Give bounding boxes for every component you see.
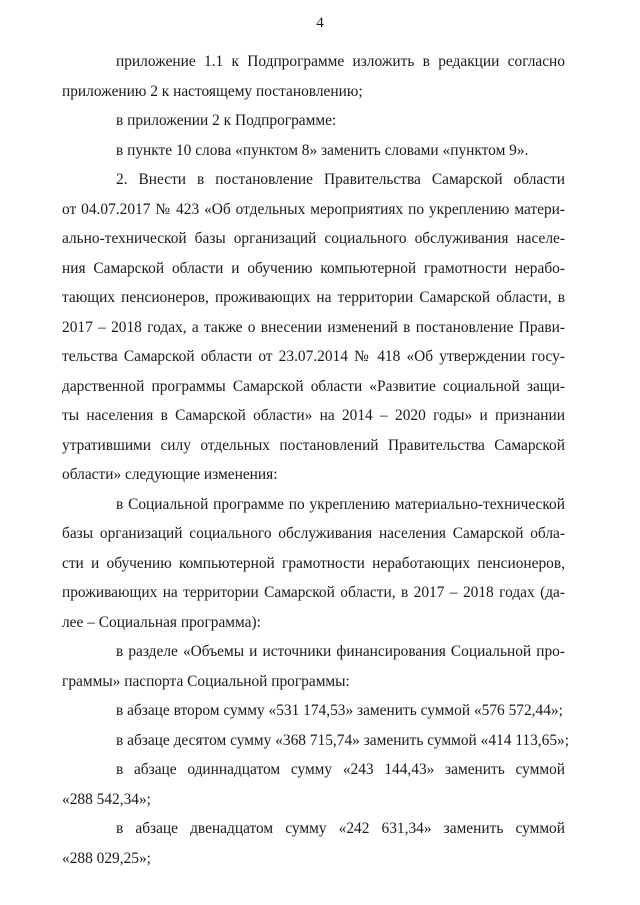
text-line: проживающих на территории Самарской области, в 2017 – 2018 годах (да-: [62, 584, 565, 601]
text-line: «288 542,34»;: [62, 790, 151, 808]
paragraph: [62, 755, 565, 814]
text-line: «288 029,25»;: [62, 849, 151, 867]
text-line: ты населения в Самарской области» на 2014 – 2020 годы» и признании: [62, 407, 565, 424]
paragraph: [62, 490, 565, 638]
text-line: 2. Внести в постановление Правительства Самарской области: [116, 171, 565, 188]
paragraph: [62, 637, 565, 696]
text-line: утратившими силу отдельных постановлений Правительства Самарской: [62, 436, 565, 454]
text-line: от 04.07.2017 № 423 «Об отдельных мероприятиях по укреплению матери-: [62, 200, 565, 218]
text-line: в приложении 2 к Подпрограмме:: [116, 112, 337, 129]
paragraph: [62, 106, 565, 136]
text-line: ально-технической базы организаций социального обслуживания населе-: [62, 230, 565, 247]
text-line: приложение 1.1 к Подпрограмме изложить в редакции согласно: [116, 53, 565, 70]
text-line: в абзаце втором сумму «531 174,53» заменить суммой «576 572,44»;: [116, 702, 563, 719]
text-line: 2017 – 2018 годах, а также о внесении изменений в постановление Прави-: [62, 318, 565, 336]
text-line: области» следующие изменения:: [62, 466, 278, 483]
paragraph: [62, 136, 565, 166]
paragraph: [62, 47, 565, 106]
text-line: в разделе «Объемы и источники финансирования Социальной про-: [116, 643, 565, 660]
text-line: лее – Социальная программа):: [62, 613, 261, 631]
text-line: дарственной программы Самарской области «Развитие социальной защи-: [62, 377, 565, 395]
text-line: приложению 2 к настоящему постановлению;: [62, 82, 363, 100]
text-line: тельства Самарской области от 23.07.2014 № 418 «Об утверждении госу-: [62, 348, 565, 365]
text-line: базы организаций социального обслуживания населения Самарской обла-: [62, 525, 565, 542]
paragraph: [62, 726, 569, 756]
paragraph: [62, 814, 565, 873]
text-line: в абзаце десятом сумму «368 715,74» заменить суммой «414 113,65»;: [116, 731, 569, 749]
paragraph: [62, 696, 565, 726]
text-line: тающих пенсионеров, проживающих на территории Самарской области, в: [62, 289, 565, 306]
text-line: в пункте 10 слова «пунктом 8» заменить словами «пунктом 9».: [116, 141, 529, 159]
text-line: ния Самарской области и обучению компьютерной грамотности нерабо-: [62, 259, 565, 277]
page-number: 4: [316, 15, 324, 31]
text-line: в абзаце двенадцатом сумму «242 631,34» заменить суммой: [116, 820, 565, 837]
text-line: граммы» паспорта Социальной программы:: [62, 672, 350, 690]
text-line: сти и обучению компьютерной грамотности неработающих пенсионеров,: [62, 554, 565, 572]
text-line: в абзаце одиннадцатом сумму «243 144,43» заменить суммой: [116, 761, 565, 778]
document-body: [62, 47, 569, 873]
paragraph: [62, 165, 565, 490]
text-line: в Социальной программе по укреплению материально-технической: [116, 495, 565, 513]
